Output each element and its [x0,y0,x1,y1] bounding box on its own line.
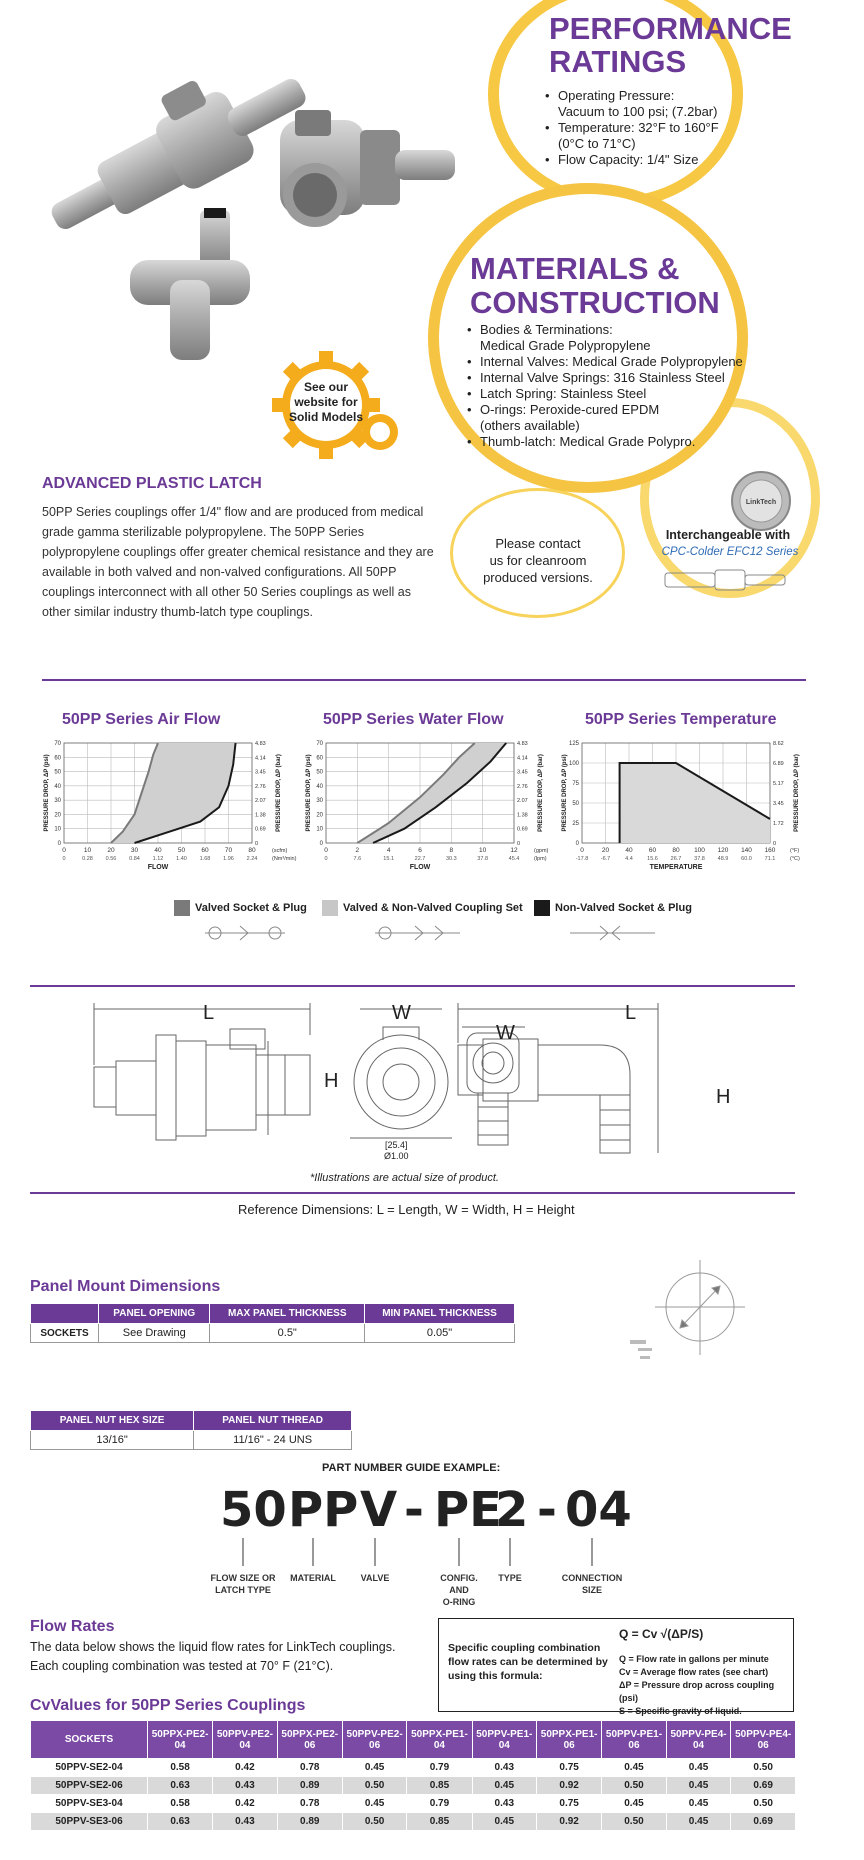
cv-cell: 0.92 [537,1813,602,1831]
x-tick-label-secondary: 60.0 [741,856,752,862]
cv-cell: 0.85 [407,1813,472,1831]
cv-cell: 0.75 [537,1795,602,1813]
legend-label: Valved & Non-Valved Coupling Set [343,902,523,914]
x-tick-label-secondary: -6.7 [600,856,611,862]
x-tick-label: 40 [625,847,633,854]
dim-label-w2: W [496,1022,515,1044]
y-tick-label: 0 [319,841,323,847]
y-tick-label: 10 [54,826,61,833]
panel-nut-header: PANEL NUT THREAD [194,1411,352,1431]
y-tick-label-right: 4.83 [517,741,528,747]
x-tick-label-secondary: 1.68 [199,856,211,862]
panel-cell: 0.5" [210,1324,365,1343]
chart-title-temp: 50PP Series Temperature [585,711,777,728]
cv-table [30,1720,796,1831]
x-tick-label-secondary: 0.56 [105,856,117,862]
dim-label-w1: W [392,1002,411,1024]
x-tick-label: 8 [449,847,454,854]
dimension-drawings [80,995,780,1165]
y-tick-label: 0 [575,841,579,847]
x-tick-label: 30 [130,847,139,854]
x-tick-label: 140 [741,847,752,854]
water-flow-chart [304,735,566,880]
y-axis-label-right: PRESSURE DROP, ΔP (bar) [276,754,282,832]
x-tick-label: 0 [580,847,584,854]
panel-nut-cell: 11/16" - 24 UNS [194,1431,352,1450]
performance-item: • Operating Pressure: Vacuum to 100 psi; (7.2bar) [545,88,735,120]
divider [30,985,795,987]
x-tick-label-secondary: 0 [324,856,328,862]
x-tick-label: 100 [694,847,705,854]
y-tick-label-right: 0.69 [255,826,266,833]
x-tick-label-secondary: 0 [62,856,66,862]
temperature-chart [560,735,822,880]
y-tick-label: 30 [316,798,323,805]
cv-cell: 0.45 [602,1759,667,1777]
cv-row [31,1759,796,1777]
x-tick-label-secondary: 15.1 [383,856,395,862]
x-axis-label: FLOW [409,864,431,871]
panel-cell: SOCKETS [31,1324,99,1343]
legend-swatch [534,900,550,916]
panel-opening-drawing [620,1250,770,1370]
cv-cell: 0.69 [731,1813,796,1831]
formula-main: Q = Cv √(ΔP/S) [619,1627,704,1641]
materials-item: • Internal Valves: Medical Grade Polypropylene [467,354,747,370]
cv-header: 50PPV-PE4-06 [731,1721,796,1759]
part-code: 04 [565,1482,632,1538]
x-tick-label: 20 [601,847,610,854]
performance-title: PERFORMANCE RATINGS [549,11,792,79]
x-tick-label-secondary: 26.7 [670,856,682,862]
materials-item: • Bodies & Terminations: Medical Grade Polypropylene [467,322,747,354]
y-tick-label-right: 2.07 [255,798,266,805]
x-tick-label: 6 [418,847,422,854]
y-tick-label: 100 [568,761,579,767]
cv-header: 50PPV-PE1-06 [602,1721,667,1759]
cv-cell: 0.50 [602,1813,667,1831]
x-tick-label-secondary: 0.84 [129,856,140,862]
cv-cell: 0.45 [342,1759,407,1777]
cv-cell: 0.78 [277,1759,342,1777]
y-tick-label: 30 [54,798,61,805]
cv-header: SOCKETS [31,1721,148,1759]
materials-title: MATERIALS & CONSTRUCTION [470,251,720,320]
x-tick-label: 4 [386,847,391,854]
formula-defs: Q = Flow rate in gallons per minute Cv = Average flow rates (see chart) ΔP = Pressure drop across coupling (psi) S = Specific gravity of liquid. [619,1654,775,1716]
series-line [357,743,474,843]
cv-header: 50PPX-PE2-06 [277,1721,342,1759]
legend-label: Non-Valved Socket & Plug [555,902,692,914]
cv-cell: 0.50 [731,1795,796,1813]
cv-cell: 0.50 [342,1777,407,1795]
dim-label-h2: H [716,1086,731,1108]
cv-cell: 0.45 [666,1795,731,1813]
part-code: - [404,1482,424,1538]
x-unit-label: (°C) [790,856,800,862]
formula-box [438,1618,794,1716]
x-tick-label: 40 [154,847,162,854]
y-tick-label: 40 [54,783,61,790]
x-tick-label: 60 [201,847,209,854]
cv-cell: 50PPV-SE3-04 [31,1795,148,1813]
cv-cell: 0.43 [472,1795,537,1813]
x-tick-label: 2 [355,847,360,854]
legend-swatch [174,900,190,916]
dim-label-l2: L [625,1002,637,1024]
cv-cell: 0.42 [213,1759,278,1777]
x-tick-label-secondary: -17.8 [575,856,589,862]
x-tick-label: 10 [83,847,92,854]
y-tick-label-right: 2.76 [517,783,528,790]
y-tick-label: 75 [572,781,579,787]
y-tick-label-right: 4.14 [255,755,266,762]
x-tick-label-secondary: 37.8 [694,856,705,862]
divider [42,679,806,681]
flow-rates-title: Flow Rates [30,1618,115,1635]
performance-item: • Flow Capacity: 1/4" Size [545,152,735,168]
y-axis-label-left: PRESSURE DROP, ΔP (psi) [562,754,568,832]
y-tick-label-right: 2.07 [517,798,528,805]
x-tick-label-secondary: 1.40 [176,856,187,862]
part-label: TYPE [498,1573,522,1583]
cv-header: 50PPX-PE2-04 [148,1721,213,1759]
cv-cell: 0.50 [342,1813,407,1831]
cv-cell: 50PPV-SE2-06 [31,1777,148,1795]
cv-header-row [31,1721,796,1759]
interchange-seal-icon [730,470,792,532]
x-unit-label: (scfm) [272,848,288,854]
cv-cell: 50PPV-SE2-04 [31,1759,148,1777]
y-tick-label-right: 4.14 [517,755,528,762]
x-tick-label: 70 [224,847,233,854]
cv-cell: 0.58 [148,1795,213,1813]
cv-cell: 0.69 [731,1777,796,1795]
performance-item: • Temperature: 32°F to 160°F (0°C to 71°C) [545,120,735,152]
formula-intro: Specific coupling combination flow rates can be determined by using this formula: [448,1642,608,1682]
x-tick-label: 12 [510,847,518,854]
panel-header [31,1304,99,1324]
y-tick-label-right: 1.72 [773,821,784,827]
interchange-subtitle: CPC-Colder EFC12 Series [661,546,799,558]
cv-row [31,1777,796,1795]
air-flow-chart [42,735,304,880]
cv-cell: 0.43 [213,1777,278,1795]
panel-header: PANEL OPENING [99,1304,210,1324]
x-tick-label-secondary: 15.6 [647,856,658,862]
y-tick-label: 20 [316,812,323,819]
cv-cell: 0.79 [407,1759,472,1777]
x-axis-label: FLOW [147,864,169,871]
part-code: - [537,1482,557,1538]
x-tick-label: 80 [672,847,680,854]
y-tick-label: 50 [572,801,579,807]
part-code: PE [434,1482,502,1538]
cv-cell: 0.58 [148,1759,213,1777]
x-tick-label: 160 [764,847,776,854]
y-tick-label: 10 [316,826,323,833]
cv-cell: 0.45 [666,1813,731,1831]
part-label: FLOW SIZE OR LATCH TYPE [210,1573,276,1595]
y-tick-label: 50 [316,769,323,776]
part-label: CONNECTION SIZE [561,1573,623,1595]
reference-dimensions: Reference Dimensions: L = Length, W = Width, H = Height [238,1202,575,1217]
x-tick-label: 0 [62,847,66,854]
y-tick-label-right: 1.38 [255,812,266,819]
cv-row [31,1813,796,1831]
y-tick-label-right: 6.89 [773,761,784,767]
chart-title-water: 50PP Series Water Flow [323,711,504,728]
part-guide-title: PART NUMBER GUIDE EXAMPLE: [322,1462,501,1474]
x-unit-label: (gpm) [534,848,549,854]
legend-coupling-icons [190,922,670,944]
dim-label-h1: H [324,1070,339,1092]
y-axis-label-right: PRESSURE DROP, ΔP (bar) [794,754,800,832]
x-tick-label-secondary: 30.3 [445,856,457,862]
product-photo [30,60,470,360]
x-tick-label: 60 [648,847,657,854]
y-tick-label: 70 [316,741,323,747]
x-tick-label-secondary: 4.4 [625,856,633,862]
y-tick-label-right: 0 [517,841,521,847]
cv-cell: 0.45 [472,1813,537,1831]
part-code: PP [288,1482,359,1538]
svg-text:LinkTech: LinkTech [745,499,777,506]
cv-cell: 0.92 [537,1777,602,1795]
y-tick-label: 0 [57,841,61,847]
y-tick-label-right: 3.45 [517,769,528,776]
materials-item: • Latch Spring: Stainless Steel [467,386,747,402]
cv-cell: 0.42 [213,1795,278,1813]
part-label: MATERIAL [290,1573,336,1583]
latch-text: 50PP Series couplings offer 1/4" flow and are produced from medical grade gamma sterilizable polypropylene. The 50PP Series polypropylene couplings offer greater chemical resistance and they are available in both valved and non-valved configurations. All 50PP couplings interconnect with all other 50 Series couplings as well as other similar industry thumb-latch type couplings. [42,505,434,619]
part-label: VALVE [360,1573,390,1583]
x-tick-label: 0 [324,847,328,854]
materials-item: • Internal Valve Springs: 316 Stainless Steel [467,370,747,386]
cv-cell: 0.45 [666,1759,731,1777]
y-tick-label-right: 0 [773,841,777,847]
cv-cell: 0.43 [472,1759,537,1777]
cv-cell: 0.45 [602,1795,667,1813]
part-code: V [360,1482,398,1538]
interchange-title: Interchangeable with [665,528,791,542]
y-axis-label-right: PRESSURE DROP, ΔP (bar) [538,754,544,832]
x-tick-label: 20 [107,847,115,854]
part-code: 50 [220,1482,287,1538]
cv-cell: 0.50 [602,1777,667,1795]
x-unit-label: (°F) [790,848,800,854]
panel-nut-cell: 13/16" [31,1431,194,1450]
panel-cell: See Drawing [99,1324,210,1343]
x-tick-label-secondary: 1.12 [152,856,164,862]
cv-row [31,1795,796,1813]
y-tick-label-right: 3.45 [255,769,266,776]
cv-cell: 0.75 [537,1759,602,1777]
interchange-coupling-icon [660,565,790,593]
latch-title: ADVANCED PLASTIC LATCH [42,475,262,492]
x-tick-label-secondary: 22.7 [414,856,426,862]
part-code: 2 [495,1482,529,1538]
x-tick-label: 10 [479,847,487,854]
y-tick-label-right: 4.83 [255,741,266,747]
x-tick-label: 50 [177,847,186,854]
cv-header: 50PPV-PE1-04 [472,1721,537,1759]
cv-cell: 0.45 [666,1777,731,1795]
panel-title: Panel Mount Dimensions [30,1278,221,1295]
cv-cell: 0.89 [277,1813,342,1831]
x-tick-label-secondary: 2.24 [246,856,258,862]
y-tick-label: 20 [54,812,61,819]
y-tick-label: 60 [316,755,323,762]
cv-cell: 0.63 [148,1813,213,1831]
x-tick-label-secondary: 0.28 [82,856,93,862]
divider [30,1192,795,1194]
cv-cell: 0.45 [342,1795,407,1813]
legend-swatch [322,900,338,916]
dim-value: [25.4] Ø1.00 [384,1140,409,1161]
cv-cell: 0.78 [277,1795,342,1813]
panel-nut-table [30,1410,352,1450]
y-tick-label: 50 [54,769,61,776]
y-tick-label-right: 3.45 [773,801,784,807]
y-tick-label-right: 8.62 [773,741,784,747]
cv-cell: 0.50 [731,1759,796,1777]
cv-cell: 0.45 [472,1777,537,1795]
x-unit-label: (lpm) [534,856,547,862]
y-tick-label: 125 [568,741,579,747]
y-tick-label-right: 0 [255,841,259,847]
flow-rates-text: The data below shows the liquid flow rates for LinkTech couplings. Each coupling combination was tested at 70° F (21°C). [30,1640,396,1673]
cv-header: 50PPX-PE1-04 [407,1721,472,1759]
cv-title: CvValues for 50PP Series Couplings [30,1697,306,1714]
chart-title-air: 50PP Series Air Flow [62,711,221,728]
part-label: CONFIG. AND O-RING [440,1573,478,1607]
x-unit-label: (Nm³/min) [272,856,297,862]
y-tick-label-right: 2.76 [255,783,266,790]
cv-cell: 50PPV-SE3-06 [31,1813,148,1831]
x-tick-label-secondary: 1.96 [223,856,234,862]
performance-list [545,88,735,168]
gear-text[interactable]: See our website for Solid Models [288,380,363,424]
panel-header: MAX PANEL THICKNESS [210,1304,365,1324]
y-tick-label: 40 [316,783,323,790]
contact-text: Please contact us for cleanroom produced versions. [483,536,593,585]
panel-cell: 0.05" [365,1324,515,1343]
cv-cell: 0.79 [407,1795,472,1813]
y-tick-label-right: 0.69 [517,826,528,833]
cv-cell: 0.63 [148,1777,213,1795]
y-tick-label: 25 [572,821,579,827]
cv-header: 50PPV-PE2-06 [342,1721,407,1759]
panel-table [30,1303,515,1343]
x-tick-label-secondary: 48.9 [717,856,729,862]
y-axis-label-left: PRESSURE DROP, ΔP (psi) [306,754,312,832]
cv-header: 50PPV-PE4-04 [666,1721,731,1759]
y-tick-label: 60 [54,755,61,762]
x-tick-label-secondary: 7.6 [353,856,362,862]
cv-cell: 0.89 [277,1777,342,1795]
panel-header: MIN PANEL THICKNESS [365,1304,515,1324]
x-tick-label-secondary: 71.1 [764,856,776,862]
x-tick-label: 80 [248,847,256,854]
x-tick-label: 120 [717,847,729,854]
dim-label-l1: L [203,1002,215,1024]
illustration-note: *Illustrations are actual size of product. [310,1172,499,1184]
y-tick-label: 70 [54,741,61,747]
panel-nut-header: PANEL NUT HEX SIZE [31,1411,194,1431]
y-tick-label-right: 5.17 [773,781,784,787]
cv-cell: 0.43 [213,1813,278,1831]
materials-list [467,322,747,450]
cv-header: 50PPX-PE1-06 [537,1721,602,1759]
y-tick-label-right: 1.38 [517,812,528,819]
materials-item: • Thumb-latch: Medical Grade Polypro. [467,434,747,450]
x-tick-label-secondary: 37.8 [477,856,489,862]
legend-label: Valved Socket & Plug [195,902,307,914]
cv-cell: 0.85 [407,1777,472,1795]
cv-header: 50PPV-PE2-04 [213,1721,278,1759]
materials-item: • O-rings: Peroxide-cured EPDM (others available) [467,402,747,434]
x-axis-label: TEMPERATURE [649,864,703,871]
x-tick-label-secondary: 45.4 [508,856,520,862]
y-axis-label-left: PRESSURE DROP, ΔP (psi) [44,754,50,832]
coupling-set-area [111,743,236,843]
